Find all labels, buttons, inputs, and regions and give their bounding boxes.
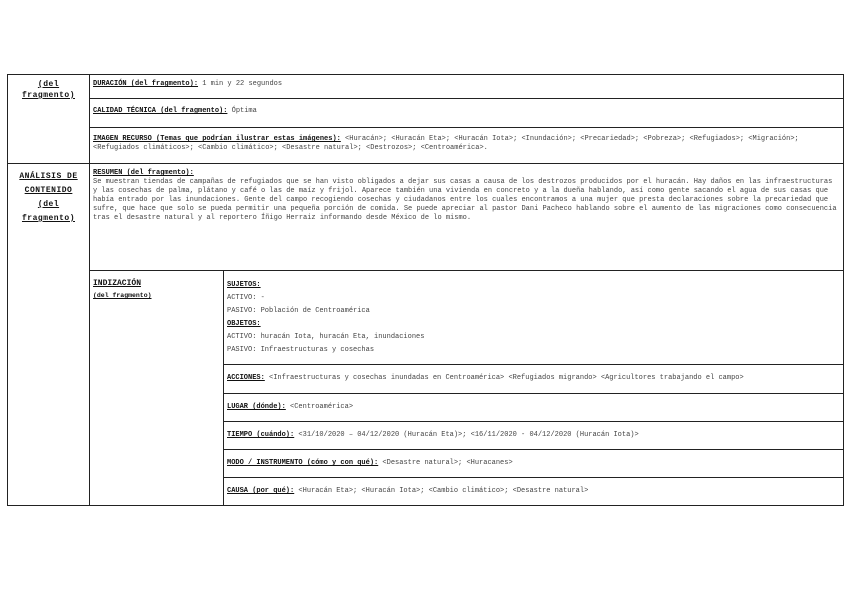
objetos-activo: ACTIVO: huracán Iota, huracán Eta, inundaciones [227, 333, 425, 341]
lugar-value: <Centroamérica> [285, 403, 354, 411]
resumen-text: Se muestran tiendas de campañas de refugiados que se han visto obligados a dejar sus casas a causa de los destrozos producidos por el huracán. Hay daños en las infraestructuras y las cosechas de palma, plátano y café o las de maíz y frijol. Aparece también una vivienda en concreto y a la dueña hablando, así como gente sacando el agua de sus casas que había entrado por las inundaciones. Gente del campo recogiendo cosechas y ciudadanos entre los cuales encontramos a una mujer que presta declaraciones sobre la precariedad que sufre, que hace que solo se pueda permitir una pequeña porción de comida. Se puede apreciar al pastor Dani Pacheco hablando sobre el aumento de las migraciones como consecuencia tras el desastre natural y al reportero Íñigo Herraiz informando desde México de lo mismo. [93, 178, 837, 222]
imagen-row [8, 128, 844, 164]
resumen-cell [90, 164, 844, 271]
duracion-label: DURACIÓN (del fragmento): [93, 80, 199, 88]
sujetos-objetos-cell [224, 271, 844, 365]
causa-cell [224, 478, 844, 506]
analisis-label-line: fragmento) [21, 214, 75, 223]
sujetos-label: SUJETOS: [227, 281, 261, 289]
tiempo-label: TIEMPO (cuándo): [227, 431, 295, 439]
lugar-label: LUGAR (dónde): [227, 403, 286, 411]
acciones-label: ACCIONES: [227, 374, 265, 382]
causa-label: CAUSA (por qué): [227, 487, 295, 495]
lugar-cell [224, 394, 844, 422]
imagen-value: <Huracán>; <Huracán Eta>; <Huracán Iota>; <Inundación>; <Precariedad>; <Pobreza>; <Refugiados>; <Migración>; <Refugiados climáticos>; <Cambio climático>; <Desastre natural>; <Destrozos>; <Centroamérica>. [93, 135, 799, 152]
resumen-row [8, 164, 844, 271]
modo-cell [224, 450, 844, 478]
duracion-row [8, 75, 844, 99]
calidad-value: Óptima [227, 107, 257, 115]
calidad-row [8, 99, 844, 128]
tiempo-cell [224, 422, 844, 450]
indizacion-title: INDIZACIÓN [93, 279, 142, 288]
modo-value: <Desastre natural>; <Huracanes> [378, 459, 513, 467]
objetos-pasivo: PASIVO: Infraestructuras y cosechas [227, 346, 375, 354]
duracion-cell [90, 75, 844, 99]
acciones-value: <Infraestructuras y cosechas inundadas en Centroamérica> <Refugiados migrando> <Agricultores trabajando el campo> [264, 374, 744, 382]
tiempo-value: <31/10/2020 – 04/12/2020 (Huracán Eta)>; <16/11/2020 - 04/12/2020 (Huracán Iota)> [294, 431, 639, 439]
catalog-table [7, 74, 844, 506]
imagen-cell [90, 128, 844, 164]
calidad-cell [90, 99, 844, 128]
top-left-label [8, 75, 90, 164]
sujetos-activo: ACTIVO: - [227, 294, 265, 302]
sujetos-objetos-row [8, 271, 844, 365]
top-left-label-line: fragmento) [21, 91, 75, 100]
imagen-label: IMAGEN RECURSO (Temas que podrían ilustrar estas imágenes): [93, 135, 341, 143]
analisis-label-line: ANÁLISIS DE [19, 172, 78, 181]
duracion-value: 1 min y 22 segundos [198, 80, 283, 88]
acciones-cell [224, 365, 844, 394]
resumen-label: RESUMEN (del fragmento): [93, 169, 194, 177]
sujetos-pasivo: PASIVO: Población de Centroamérica [227, 307, 370, 315]
indizacion-cell [90, 271, 224, 506]
causa-value: <Huracán Eta>; <Huracán Iota>; <Cambio climático>; <Desastre natural> [294, 487, 589, 495]
top-left-label-line: (del [37, 80, 60, 89]
analisis-label-line: CONTENIDO [24, 186, 73, 195]
modo-label: MODO / INSTRUMENTO (cómo y con qué): [227, 459, 379, 467]
objetos-label: OBJETOS: [227, 320, 261, 328]
analisis-left-label [8, 164, 90, 506]
indizacion-subtitle: (del fragmento) [93, 292, 152, 299]
calidad-label: CALIDAD TÉCNICA (del fragmento): [93, 107, 228, 115]
analisis-label-line: (del [37, 200, 60, 209]
